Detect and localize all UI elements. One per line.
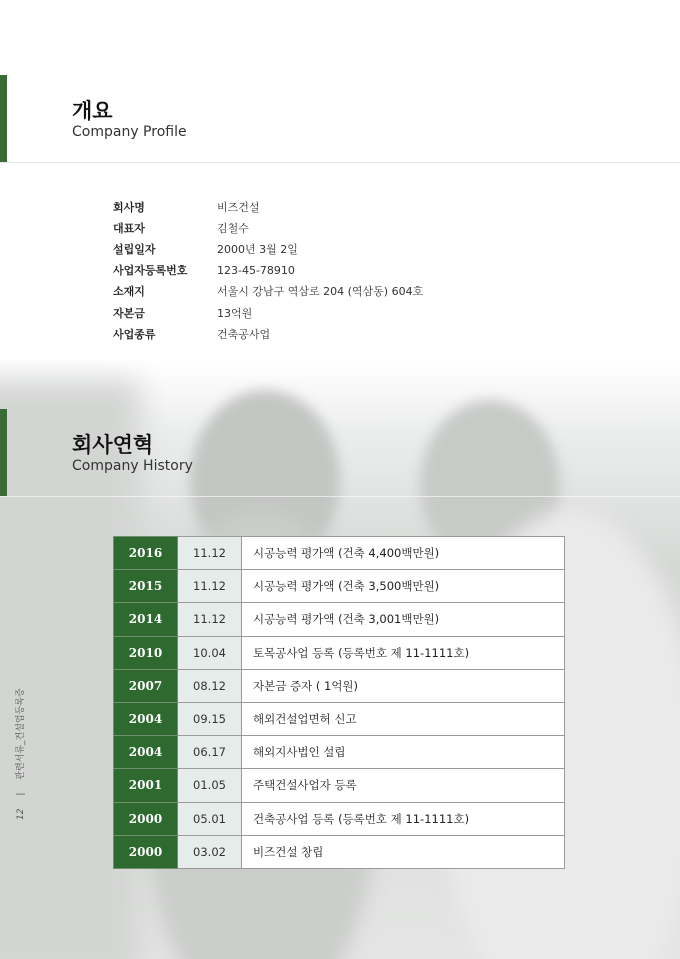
profile-label: 회사명 bbox=[113, 200, 145, 214]
history-date: 11.12 bbox=[178, 537, 242, 570]
profile-label: 소재지 bbox=[113, 285, 145, 299]
profile-section-title: 개요 bbox=[72, 99, 113, 123]
history-year: 2015 bbox=[114, 570, 178, 603]
profile-label: 사업종류 bbox=[113, 327, 156, 341]
section-divider bbox=[0, 162, 680, 163]
table-row bbox=[114, 669, 565, 702]
profile-label: 자본금 bbox=[113, 306, 145, 320]
profile-value: 김철수 bbox=[217, 221, 249, 235]
profile-row bbox=[113, 260, 423, 281]
side-document-label: 관련서류_건설업등록증 bbox=[16, 688, 26, 780]
profile-value: 건축공사업 bbox=[217, 327, 271, 341]
history-date: 11.12 bbox=[178, 603, 242, 636]
history-description: 토목공사업 등록 (등록번호 제 11-1111호) bbox=[242, 636, 565, 669]
history-date: 08.12 bbox=[178, 669, 242, 702]
section-accent-bar bbox=[0, 409, 7, 496]
history-description: 자본금 증자 ( 1억원) bbox=[242, 669, 565, 702]
profile-label: 대표자 bbox=[113, 221, 145, 235]
profile-row bbox=[113, 302, 423, 323]
section-divider bbox=[0, 496, 680, 497]
company-history-table bbox=[113, 536, 565, 869]
history-description: 시공능력 평가액 (건축 3,500백만원) bbox=[242, 570, 565, 603]
profile-value: 서울시 강남구 역삼로 204 (역삼동) 604호 bbox=[217, 285, 424, 299]
history-date: 06.17 bbox=[178, 736, 242, 769]
profile-row bbox=[113, 323, 423, 344]
history-year: 2016 bbox=[114, 537, 178, 570]
history-description: 건축공사업 등록 (등록번호 제 11-1111호) bbox=[242, 802, 565, 835]
history-year: 2014 bbox=[114, 603, 178, 636]
history-description: 주택건설사업자 등록 bbox=[242, 769, 565, 802]
history-date: 03.02 bbox=[178, 835, 242, 868]
profile-row bbox=[113, 196, 423, 217]
profile-label: 사업자등록번호 bbox=[113, 264, 188, 278]
table-row bbox=[114, 769, 565, 802]
history-date: 11.12 bbox=[178, 570, 242, 603]
history-year: 2000 bbox=[114, 835, 178, 868]
section-accent-bar bbox=[0, 75, 7, 162]
history-year: 2004 bbox=[114, 702, 178, 735]
history-year: 2001 bbox=[114, 769, 178, 802]
table-row bbox=[114, 537, 565, 570]
history-section-subtitle: Company History bbox=[72, 458, 193, 474]
side-separator: | bbox=[16, 792, 26, 796]
table-row bbox=[114, 702, 565, 735]
side-page-label bbox=[13, 688, 26, 820]
profile-row bbox=[113, 217, 423, 238]
profile-label: 설립일자 bbox=[113, 242, 156, 256]
history-year: 2010 bbox=[114, 636, 178, 669]
history-date: 01.05 bbox=[178, 769, 242, 802]
history-year: 2000 bbox=[114, 802, 178, 835]
history-description: 해외지사법인 설립 bbox=[242, 736, 565, 769]
history-date: 05.01 bbox=[178, 802, 242, 835]
history-year: 2007 bbox=[114, 669, 178, 702]
profile-value: 123-45-78910 bbox=[217, 263, 295, 277]
history-description: 해외건설업면허 신고 bbox=[242, 702, 565, 735]
table-row bbox=[114, 603, 565, 636]
history-year: 2004 bbox=[114, 736, 178, 769]
table-row bbox=[114, 802, 565, 835]
history-description: 시공능력 평가액 (건축 3,001백만원) bbox=[242, 603, 565, 636]
table-row bbox=[114, 736, 565, 769]
profile-value: 비즈건설 bbox=[217, 200, 260, 214]
history-date: 10.04 bbox=[178, 636, 242, 669]
history-date: 09.15 bbox=[178, 702, 242, 735]
company-profile-list bbox=[113, 196, 423, 344]
history-section-title: 회사연혁 bbox=[72, 433, 154, 457]
profile-value: 2000년 3월 2일 bbox=[217, 242, 298, 256]
table-row bbox=[114, 570, 565, 603]
profile-row bbox=[113, 281, 423, 302]
history-description: 비즈건설 창립 bbox=[242, 835, 565, 868]
profile-section-subtitle: Company Profile bbox=[72, 124, 187, 140]
profile-value: 13억원 bbox=[217, 306, 253, 320]
table-row bbox=[114, 835, 565, 868]
table-row bbox=[114, 636, 565, 669]
history-description: 시공능력 평가액 (건축 4,400백만원) bbox=[242, 537, 565, 570]
profile-row bbox=[113, 238, 423, 259]
page-number: 12 bbox=[16, 808, 26, 820]
